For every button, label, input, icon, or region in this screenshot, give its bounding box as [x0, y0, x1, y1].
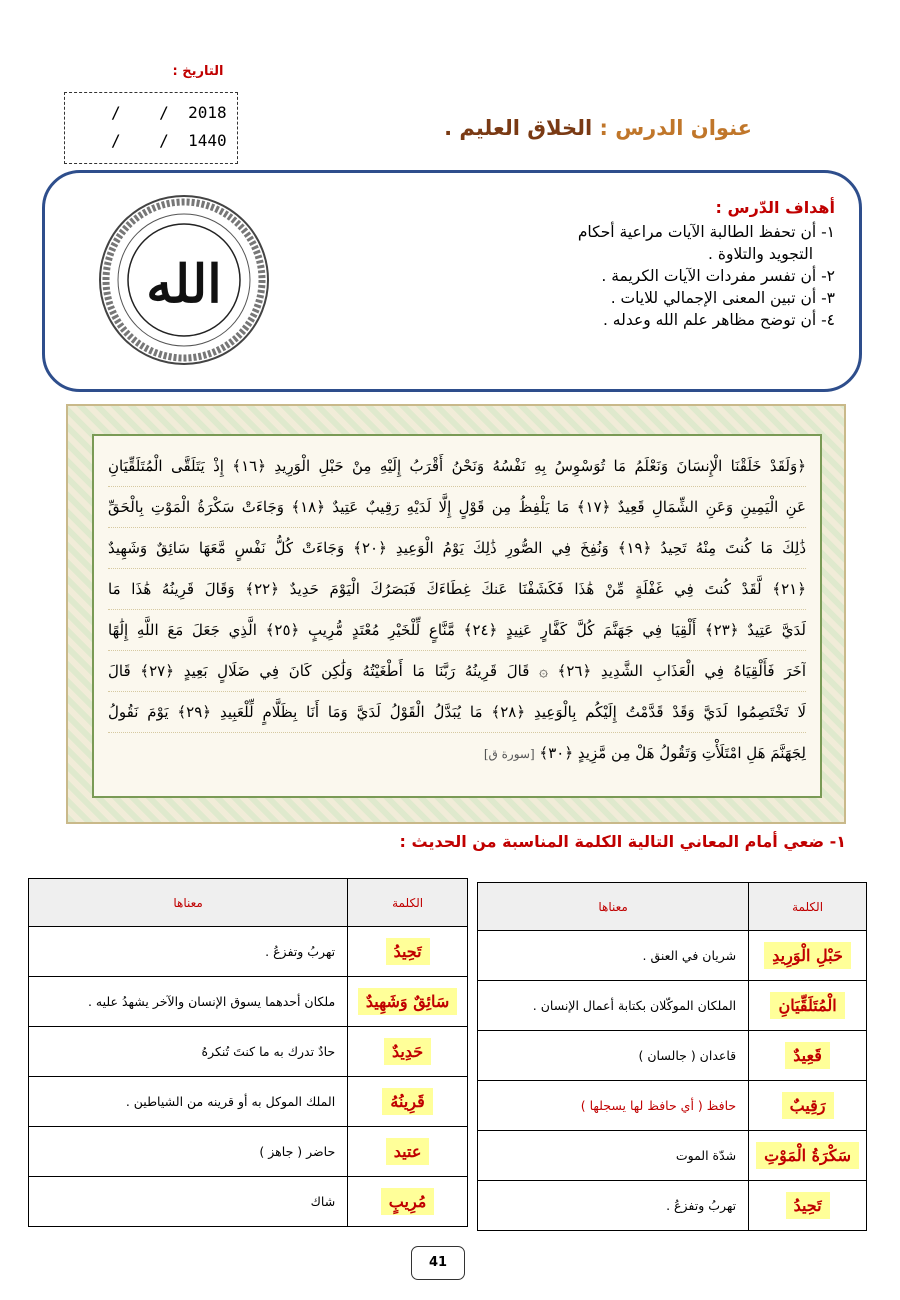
vocabulary-table-right — [477, 882, 867, 1231]
goals-list — [505, 197, 835, 331]
table-row — [29, 1177, 468, 1227]
meaning-cell: الملك الموكل به أو قرينه من الشياطين . — [29, 1077, 348, 1127]
goal-item-2: ٢- أن تفسر مفردات الآيات الكريمة . — [601, 267, 835, 285]
meaning-cell: شاك — [29, 1177, 348, 1227]
date-label: التاريخ : — [172, 64, 224, 79]
ayah-line-6: آخَرَ فَأَلْقِيَاهُ فِي الْعَذَابِ الشَّدِيدِ ﴿٢٦﴾ ۞ قَالَ قَرِينُهُ رَبَّنَا مَا أَطْغَيْتُهُ وَلَٰكِن كَانَ فِي ضَلَالٍ بَعِيدٍ ﴿٢٧﴾ قَالَ — [108, 651, 806, 692]
table-row — [478, 1081, 867, 1131]
date-gregorian: / / 2018 — [111, 103, 227, 122]
goal-item-1: ١- أن تحفظ الطالبة الآيات مراعية أحكام — [577, 223, 835, 241]
word-cell — [348, 1127, 468, 1177]
word-label: رَقِيبٌ — [782, 1092, 834, 1119]
lesson-label: عنوان الدرس : — [599, 116, 752, 140]
surah-label: [سورة ق] — [483, 747, 535, 761]
header-word: الكلمة — [749, 883, 867, 931]
allah-emblem-icon — [95, 190, 273, 370]
word-cell — [348, 1177, 468, 1227]
ayah-line-5: لَدَيَّ عَتِيدٌ ﴿٢٣﴾ أَلْقِيَا فِي جَهَنَّمَ كُلَّ كَفَّارٍ عَنِيدٍ ﴿٢٤﴾ مَّنَّاعٍ لِّلْخَيْرِ مُعْتَدٍ مُّرِيبٍ ﴿٢٥﴾ الَّذِي جَعَلَ مَعَ اللَّهِ إِلَٰهًا — [108, 610, 806, 651]
date-hijri: / / 1440 — [111, 131, 227, 150]
goal-item-1-continued: التجويد والتلاوة . — [708, 245, 813, 263]
word-cell — [348, 927, 468, 977]
date-box — [64, 92, 238, 164]
word-label: مُرِيبٍ — [381, 1188, 435, 1215]
lesson-name: الخلاق العليم . — [444, 116, 593, 140]
word-cell — [749, 931, 867, 981]
meaning-cell: تهربُ وتفزعُ . — [478, 1181, 749, 1231]
quran-frame — [66, 404, 846, 824]
word-label: الْمُتَلَقِّيَانِ — [770, 992, 844, 1019]
word-label: عتيد — [386, 1138, 430, 1165]
word-cell — [348, 1077, 468, 1127]
meaning-cell: ملكان أحدهما يسوق الإنسان والآخر يشهدُ عليه . — [29, 977, 348, 1027]
quran-passage — [92, 434, 822, 798]
table-row — [478, 1031, 867, 1081]
table-row — [478, 1131, 867, 1181]
ayah-line-2: عَنِ الْيَمِينِ وَعَنِ الشِّمَالِ قَعِيدٌ ﴿١٧﴾ مَا يَلْفِظُ مِن قَوْلٍ إِلَّا لَدَيْهِ رَقِيبٌ عَتِيدٌ ﴿١٨﴾ وَجَاءَتْ سَكْرَةُ الْمَوْتِ بِالْحَقِّ — [108, 487, 806, 528]
meaning-cell: حاضر ( جاهز ) — [29, 1127, 348, 1177]
goals-title: أهداف الدّرس : — [715, 198, 835, 217]
ayah-line-1: ﴿وَلَقَدْ خَلَقْنَا الْإِنسَانَ وَنَعْلَمُ مَا تُوَسْوِسُ بِهِ نَفْسُهُ وَنَحْنُ أَقْرَبُ إِلَيْهِ مِنْ حَبْلِ الْوَرِيدِ ﴿١٦﴾ إِذْ يَتَلَقَّى الْمُتَلَقِّيَانِ — [108, 446, 806, 487]
page-number: 41 — [411, 1246, 465, 1280]
word-label: سَائِقٌ وَشَهِيدٌ — [358, 988, 457, 1015]
word-label: تَحِيدُ — [386, 938, 430, 965]
word-label: قَعِيدٌ — [785, 1042, 830, 1069]
exercise-title: ١- ضعي أمام المعاني التالية الكلمة المناسبة من الحديث : — [399, 832, 846, 851]
word-cell — [749, 1181, 867, 1231]
table-row — [478, 931, 867, 981]
word-cell — [749, 1131, 867, 1181]
table-row — [29, 927, 468, 977]
meaning-cell: حافظ ( أي حافظ لها يسجلها ) — [478, 1081, 749, 1131]
table-header-row — [478, 883, 867, 931]
meaning-cell: تهربُ وتفزعُ . — [29, 927, 348, 977]
header-word: الكلمة — [348, 879, 468, 927]
vocabulary-table-left — [28, 878, 468, 1227]
ayah-line-8 — [108, 733, 806, 774]
word-cell — [749, 1081, 867, 1131]
goal-item-3: ٣- أن تبين المعنى الإجمالي للايات . — [610, 289, 835, 307]
word-label: حَدِيدٌ — [384, 1038, 431, 1065]
goal-item-4: ٤- أن توضح مظاهر علم الله وعدله . — [602, 311, 835, 329]
word-label: سَكْرَةُ الْمَوْتِ — [756, 1142, 859, 1169]
emblem-text: الله — [146, 254, 222, 315]
ayah-line-3: ذَٰلِكَ مَا كُنتَ مِنْهُ تَحِيدُ ﴿١٩﴾ وَنُفِخَ فِي الصُّورِ ذَٰلِكَ يَوْمُ الْوَعِيدِ ﴿٢٠﴾ وَجَاءَتْ كُلُّ نَفْسٍ مَّعَهَا سَائِقٌ وَشَهِيدٌ — [108, 528, 806, 569]
ayah-line-8-text: لِجَهَنَّمَ هَلِ امْتَلَأْتِ وَتَقُولُ هَلْ مِن مَّزِيدٍ ﴿٣٠﴾ — [539, 744, 806, 762]
table-header-row — [29, 879, 468, 927]
meaning-cell: قاعدان ( جالسان ) — [478, 1031, 749, 1081]
meaning-cell: الملكان الموكّلان بكتابة أعمال الإنسان . — [478, 981, 749, 1031]
table-row — [478, 1181, 867, 1231]
word-cell — [749, 1031, 867, 1081]
table-row — [29, 1127, 468, 1177]
meaning-cell: شريان في العنق . — [478, 931, 749, 981]
word-cell — [348, 977, 468, 1027]
table-row — [478, 981, 867, 1031]
ayah-line-7: لَا تَخْتَصِمُوا لَدَيَّ وَقَدْ قَدَّمْتُ إِلَيْكُم بِالْوَعِيدِ ﴿٢٨﴾ مَا يُبَدَّلُ الْقَوْلُ لَدَيَّ وَمَا أَنَا بِظَلَّامٍ لِّلْعَبِيدِ ﴿٢٩﴾ يَوْمَ نَقُولُ — [108, 692, 806, 733]
header-meaning: معناها — [29, 879, 348, 927]
word-label: تَحِيدُ — [786, 1192, 830, 1219]
ayah-line-4: ﴿٢١﴾ لَّقَدْ كُنتَ فِي غَفْلَةٍ مِّنْ هَٰذَا فَكَشَفْنَا عَنكَ غِطَاءَكَ فَبَصَرُكَ الْيَوْمَ حَدِيدٌ ﴿٢٢﴾ وَقَالَ قَرِينُهُ هَٰذَا مَا — [108, 569, 806, 610]
word-cell — [348, 1027, 468, 1077]
lesson-title — [420, 116, 752, 140]
table-row — [29, 1027, 468, 1077]
meaning-cell: حادٌ تدرك به ما كنتَ تُنكرهُ — [29, 1027, 348, 1077]
header-meaning: معناها — [478, 883, 749, 931]
word-cell — [749, 981, 867, 1031]
meaning-cell: شدّة الموت — [478, 1131, 749, 1181]
table-row — [29, 977, 468, 1027]
table-row — [29, 1077, 468, 1127]
word-label: قَرِينُهُ — [382, 1088, 432, 1115]
word-label: حَبْلِ الْوَرِيدِ — [764, 942, 851, 969]
